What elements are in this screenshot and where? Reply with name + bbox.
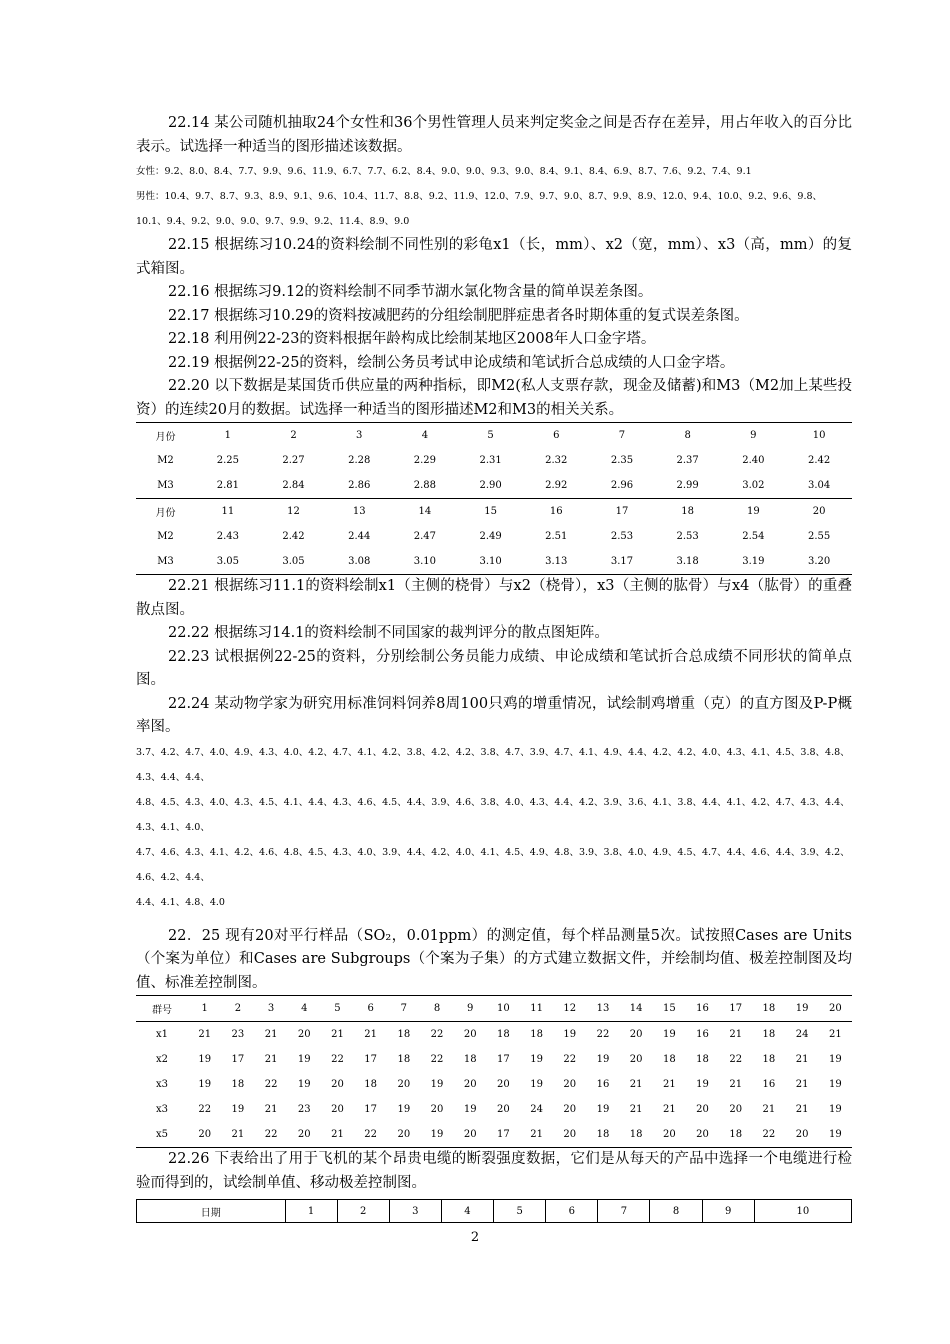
exercise-22-25: 22．25 现有20对平行样品（SO₂，0.01ppm）的测定值，每个样品测量5次。试按照Cases are Units（个案为单位）和Cases are Subgroups（个案为子集）的方式建立数据文件，并绘制均值、极差控制图及均值、标准差控制图。 xyxy=(136,927,852,991)
so2-table xyxy=(136,995,852,1148)
group-number: 9 xyxy=(454,996,487,1022)
group-number: 16 xyxy=(686,996,719,1022)
month-label: 月份 xyxy=(155,432,176,443)
cable-table xyxy=(136,1199,852,1223)
table-cell: 21 xyxy=(795,1079,809,1090)
table-row: x3 19 18 22 19 20 18 20 19 20 20 19 20 16 21 21 19 21 16 21 19 xyxy=(136,1072,852,1097)
table-cell: 22 xyxy=(264,1079,278,1090)
table-cell: 18 xyxy=(397,1054,411,1065)
table-cell: 20 xyxy=(463,1129,477,1140)
table-cell: 18 xyxy=(364,1079,378,1090)
group-number: 7 xyxy=(387,996,420,1022)
m3-label: M3 xyxy=(157,556,174,567)
exercise-22-15: 22.15 根据练习10.24的资料绘制不同性别的彩龟x1（长，mm）、x2（宽，mm）、x3（高，mm）的复式箱图。 xyxy=(136,237,852,277)
group-number: 17 xyxy=(719,996,752,1022)
table-cell: 22 xyxy=(430,1029,444,1040)
table-cell: 18 xyxy=(231,1079,245,1090)
table-cell: 19 xyxy=(430,1079,444,1090)
group-number: 6 xyxy=(354,996,387,1022)
table-cell: 20 xyxy=(795,1129,809,1140)
table-cell: 21 xyxy=(264,1029,278,1040)
table-cell: 19 xyxy=(297,1054,311,1065)
table-cell: 18 xyxy=(762,1029,776,1040)
exercise-22-18: 22.18 利用例22-23的资料根据年龄构成比绘制某地区2008年人口金字塔。 xyxy=(168,331,656,347)
table-cell: 19 xyxy=(430,1129,444,1140)
group-number: 15 xyxy=(653,996,686,1022)
table-cell: 22 xyxy=(563,1054,577,1065)
table-cell: 21 xyxy=(629,1079,643,1090)
table-cell: 20 xyxy=(430,1104,444,1115)
table-cell: 20 xyxy=(629,1029,643,1040)
table-cell: 21 xyxy=(331,1029,344,1040)
table-cell: 21 xyxy=(231,1129,245,1140)
table-cell: 19 xyxy=(828,1129,842,1140)
table-cell: 18 xyxy=(596,1129,610,1140)
table-cell: 19 xyxy=(231,1104,245,1115)
table-cell: 21 xyxy=(198,1029,212,1040)
exercise-22-22: 22.22 根据练习14.1的资料绘制不同国家的裁判评分的散点图矩阵。 xyxy=(168,625,609,641)
date-label: 日期 xyxy=(137,1200,286,1223)
table-cell: 16 xyxy=(696,1029,709,1040)
m2-label: M2 xyxy=(157,531,174,542)
exercise-22-14: 22.14 某公司随机抽取24个女性和36个男性管理人员来判定奖金之间是否存在差异，用占年收入的百分比表示。试选择一种适当的图形描述该数据。 xyxy=(136,115,852,155)
table-cell: 21 xyxy=(729,1079,743,1090)
table-cell: 21 xyxy=(264,1054,278,1065)
table-cell: 22 xyxy=(430,1054,444,1065)
table-cell: 17 xyxy=(497,1129,510,1140)
chick-data-line: 4.8、4.5、4.3、4.0、4.3、4.5、4.1、4.4、4.3、4.6、4.5、4.4、3.9、4.6、3.8、4.0、4.3、4.4、4.2、3.9、3.6、4.1、3.8、4.4、4.1、4.2、4.7、4.3、4.4、4.3、4.1、4.0、 xyxy=(136,796,850,833)
group-number: 1 xyxy=(188,996,221,1022)
table-cell: 20 xyxy=(729,1104,743,1115)
table-cell: 19 xyxy=(198,1054,212,1065)
day-number: 1 xyxy=(285,1200,337,1223)
table-cell: 21 xyxy=(530,1129,543,1140)
table-cell: 20 xyxy=(662,1129,676,1140)
table-cell: 21 xyxy=(795,1104,809,1115)
exercise-22-24: 22.24 某动物学家为研究用标准饲料饲养8周100只鸡的增重情况，试绘制鸡增重（克）的直方图及P-P概率图。 xyxy=(136,695,852,735)
table-cell: 19 xyxy=(596,1054,610,1065)
table-row: M3 2.81 2.84 2.86 2.88 2.90 2.92 2.96 2.99 3.02 3.04 xyxy=(136,473,852,499)
table-cell: 21 xyxy=(795,1054,809,1065)
group-number: 19 xyxy=(786,996,819,1022)
table-cell: 17 xyxy=(231,1054,245,1065)
table-cell: 19 xyxy=(530,1054,543,1065)
group-number: 2 xyxy=(221,996,254,1022)
table-cell: 20 xyxy=(563,1079,577,1090)
table-cell: 20 xyxy=(397,1079,411,1090)
chick-data-line: 4.7、4.6、4.3、4.1、4.2、4.6、4.8、4.5、4.3、4.0、3.9、4.4、4.2、4.0、4.1、4.5、4.9、4.8、3.9、3.8、4.0、4.9、4.5、4.7、4.4、4.6、4.4、3.9、4.2、4.6、4.2、4.4、 xyxy=(136,846,850,883)
table-row: M2 2.43 2.42 2.44 2.47 2.49 2.51 2.53 2.53 2.54 2.55 xyxy=(136,524,852,549)
day-number: 3 xyxy=(389,1200,441,1223)
day-number: 7 xyxy=(598,1200,650,1223)
table-cell: 21 xyxy=(662,1104,676,1115)
table-cell: 21 xyxy=(364,1029,378,1040)
page-number: 2 xyxy=(470,1230,480,1245)
table-cell: 18 xyxy=(463,1054,477,1065)
group-number: 20 xyxy=(819,996,852,1022)
day-number: 6 xyxy=(546,1200,598,1223)
table-cell: 19 xyxy=(198,1079,212,1090)
table-cell: 19 xyxy=(563,1029,577,1040)
table-row: x3 22 19 21 23 20 17 19 20 19 20 24 20 19 21 21 20 20 21 21 19 xyxy=(136,1097,852,1122)
table-cell: 18 xyxy=(662,1054,676,1065)
day-number: 9 xyxy=(702,1200,754,1223)
table-cell: 19 xyxy=(397,1104,411,1115)
table-cell: 20 xyxy=(563,1129,577,1140)
table-cell: 18 xyxy=(629,1129,643,1140)
group-number: 11 xyxy=(520,996,553,1022)
table-row: x2 19 17 21 19 22 17 18 22 18 17 19 22 19 20 18 18 22 18 21 19 xyxy=(136,1047,852,1072)
exercise-22-20: 22.20 以下数据是某国货币供应量的两种指标，即M2(私人支票存款，现金及储蓄)和M3（M2加上某些投资）的连续20月的数据。试选择一种适当的图形描述M2和M3的相关关系。 xyxy=(136,378,852,418)
exercise-22-21: 22.21 根据练习11.1的资料绘制x1（主侧的桡骨）与x2（桡骨），x3（主侧的肱骨）与x4（肱骨）的重叠散点图。 xyxy=(136,578,852,618)
table-cell: 22 xyxy=(762,1129,776,1140)
table-cell: 20 xyxy=(331,1079,344,1090)
money-supply-table xyxy=(136,422,852,575)
table-cell: 19 xyxy=(297,1079,311,1090)
table-cell: 22 xyxy=(364,1129,378,1140)
table-cell: 20 xyxy=(331,1104,344,1115)
table-cell: 18 xyxy=(762,1054,776,1065)
table-cell: 22 xyxy=(198,1104,212,1115)
group-number: 10 xyxy=(487,996,520,1022)
table-cell: 17 xyxy=(364,1104,378,1115)
table-cell: 21 xyxy=(331,1129,344,1140)
table-cell: 22 xyxy=(596,1029,610,1040)
table-cell: 16 xyxy=(762,1079,776,1090)
table-cell: 19 xyxy=(696,1079,709,1090)
table-cell: 18 xyxy=(696,1054,709,1065)
table-row: 月份 1 2 3 4 5 6 7 8 9 10 xyxy=(136,423,852,449)
table-cell: 21 xyxy=(729,1029,743,1040)
exercise-22-23: 22.23 试根据例22-25的资料，分别绘制公务员能力成绩、申论成绩和笔试折合总成绩不同形状的简单点图。 xyxy=(136,648,852,688)
table-cell: 18 xyxy=(530,1029,543,1040)
table-cell: 20 xyxy=(463,1029,477,1040)
table-row: M3 3.05 3.05 3.08 3.10 3.10 3.13 3.17 3.18 3.19 3.20 xyxy=(136,549,852,575)
group-number: 3 xyxy=(255,996,288,1022)
table-cell: 20 xyxy=(696,1104,709,1115)
table-cell: 17 xyxy=(364,1054,378,1065)
table-cell: 22 xyxy=(729,1054,743,1065)
day-number: 4 xyxy=(441,1200,493,1223)
table-cell: 19 xyxy=(596,1104,610,1115)
table-cell: 19 xyxy=(662,1029,676,1040)
table-cell: 19 xyxy=(828,1054,842,1065)
group-number: 12 xyxy=(553,996,586,1022)
day-number: 5 xyxy=(494,1200,546,1223)
table-row: x5 20 21 22 20 21 22 20 19 20 17 21 20 18 18 20 20 18 22 20 19 xyxy=(136,1122,852,1148)
table-cell: 19 xyxy=(828,1079,842,1090)
table-cell: 20 xyxy=(297,1129,311,1140)
table-row: 月份 11 12 13 14 15 16 17 18 19 20 xyxy=(136,499,852,525)
exercise-22-16: 22.16 根据练习9.12的资料绘制不同季节湖水氯化物含量的简单误差条图。 xyxy=(168,284,653,300)
exercise-22-19: 22.19 根据例22-25的资料，绘制公务员考试申论成绩和笔试折合总成绩的人口金字塔。 xyxy=(168,354,735,371)
table-cell: 20 xyxy=(198,1129,212,1140)
table-cell: 19 xyxy=(463,1104,477,1115)
day-number: 2 xyxy=(337,1200,389,1223)
table-cell: 22 xyxy=(331,1054,344,1065)
table-cell: 21 xyxy=(762,1104,776,1115)
table-cell: 20 xyxy=(696,1129,709,1140)
group-number: 13 xyxy=(586,996,619,1022)
table-cell: 24 xyxy=(530,1104,543,1115)
table-cell: 20 xyxy=(297,1029,311,1040)
table-cell: 23 xyxy=(231,1029,245,1040)
table-cell: 24 xyxy=(795,1029,809,1040)
male-data: 男性：10.4、9.7、8.7、9.3、8.9、9.1、9.6、10.4、11.7、8.8、9.2、11.9、12.0、7.9、9.7、9.0、8.7、9.9、8.9、12.0、9.4、10.0、9.2、9.6、9.8、10.1、9.4、9.2、9.0、9.0、9.7、9.9、9.2、11.4、8.9、9.0 xyxy=(136,191,823,227)
table-cell: 23 xyxy=(297,1104,311,1115)
table-row: M2 2.25 2.27 2.28 2.29 2.31 2.32 2.35 2.37 2.40 2.42 xyxy=(136,448,852,473)
table-row: x1 21 23 21 20 21 21 18 22 20 18 18 19 22 20 19 16 21 18 24 21 xyxy=(136,1022,852,1048)
group-number: 8 xyxy=(420,996,453,1022)
table-cell: 21 xyxy=(629,1104,643,1115)
page-content xyxy=(136,112,852,1223)
group-number: 14 xyxy=(620,996,653,1022)
day-number: 8 xyxy=(650,1200,702,1223)
table-header-row xyxy=(137,1200,852,1223)
table-cell: 20 xyxy=(397,1129,411,1140)
chick-data-line: 4.4、4.1、4.8、4.0 xyxy=(136,896,225,908)
table-cell: 20 xyxy=(563,1104,577,1115)
group-number: 4 xyxy=(288,996,321,1022)
month-label: 月份 xyxy=(136,499,195,525)
chick-data-line: 3.7、4.2、4.7、4.0、4.9、4.3、4.0、4.2、4.7、4.1、4.2、3.8、4.2、4.2、3.8、4.7、3.9、4.7、4.1、4.9、4.4、4.2、4.2、4.0、4.3、4.1、4.5、3.8、4.8、4.3、4.4、4.4、 xyxy=(136,746,850,783)
table-header-row xyxy=(136,996,852,1022)
table-cell: 18 xyxy=(497,1029,510,1040)
table-cell: 18 xyxy=(397,1029,411,1040)
table-cell: 21 xyxy=(662,1079,676,1090)
female-data: 女性：9.2、8.0、8.4、7.7、9.9、9.6、11.9、6.7、7.7、6.2、8.4、9.0、9.0、9.3、9.0、8.4、9.1、8.4、6.9、8.7、7.6、9.2、7.4、9.1 xyxy=(136,166,752,177)
table-cell: 22 xyxy=(264,1129,278,1140)
m2-label: M2 xyxy=(157,455,174,466)
table-cell: 16 xyxy=(596,1079,610,1090)
day-number: 10 xyxy=(754,1200,851,1223)
table-cell: 17 xyxy=(497,1054,510,1065)
exercise-22-17: 22.17 根据练习10.29的资料按减肥药的分组绘制肥胖症患者各时期体重的复式误差条图。 xyxy=(168,307,749,324)
table-cell: 18 xyxy=(729,1129,743,1140)
table-cell: 20 xyxy=(629,1054,643,1065)
table-cell: 20 xyxy=(463,1079,477,1090)
table-cell: 20 xyxy=(497,1079,510,1090)
group-label: 群号 xyxy=(136,996,188,1022)
table-cell: 21 xyxy=(828,1029,842,1040)
group-number: 18 xyxy=(752,996,785,1022)
table-cell: 20 xyxy=(497,1104,510,1115)
table-cell: 19 xyxy=(828,1104,842,1115)
table-cell: 19 xyxy=(530,1079,543,1090)
m3-label: M3 xyxy=(157,480,174,491)
group-number: 5 xyxy=(321,996,354,1022)
table-cell: 21 xyxy=(264,1104,278,1115)
exercise-22-26: 22.26 下表给出了用于飞机的某个昂贵电缆的断裂强度数据，它们是从每天的产品中选择一个电缆进行检验而得到的，试绘制单值、移动极差控制图。 xyxy=(136,1151,852,1191)
